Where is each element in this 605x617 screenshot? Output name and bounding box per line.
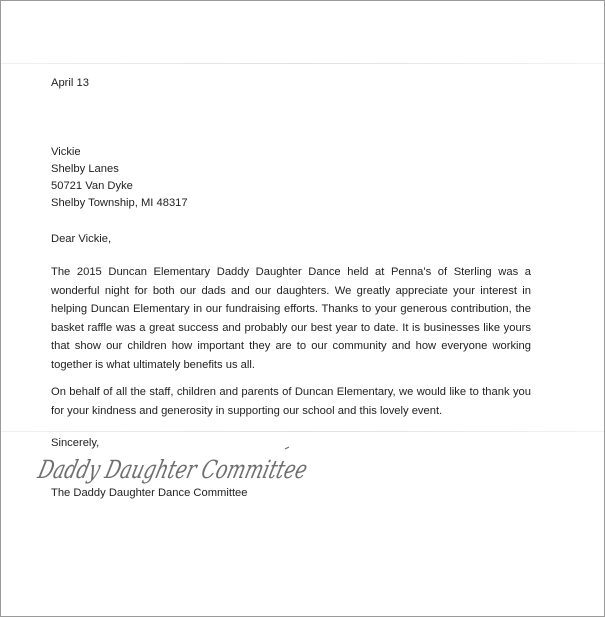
body-paragraph-1: The 2015 Duncan Elementary Daddy Daughter Dance held at Penna’s of Sterling was a wonderful night for both our dads and our daughters. We greatly appreciate your interest in helping Duncan Elementary in our fundraising efforts. Thanks to your generous contribution, the basket raffle was a great success and probably our best year to date. It is businesses like yours that show our children how important they are to our community and how everyone working together is what ultimately benefits us all. [51,266,531,371]
signatory: The Daddy Daughter Dance Committee [51,487,248,499]
signature-text: Daddy Daughter Committee [35,454,399,484]
scan-line [1,431,604,432]
scan-line [1,63,604,64]
recipient-company: Shelby Lanes [51,163,119,175]
recipient-name: Vickie [51,146,81,158]
body-paragraph-2: On behalf of all the staff, children and parents of Duncan Elementary, we would like to thank you for your kindness and generosity in supporting our school and this lovely event. [51,386,531,417]
closing: Sincerely, [51,437,100,449]
handwritten-signature [35,445,399,489]
recipient-street: 50721 Van Dyke [51,180,133,192]
salutation: Dear Vickie, [51,233,112,245]
letter-date: April 13 [51,77,89,89]
recipient-city: Shelby Township, MI 48317 [51,197,188,209]
